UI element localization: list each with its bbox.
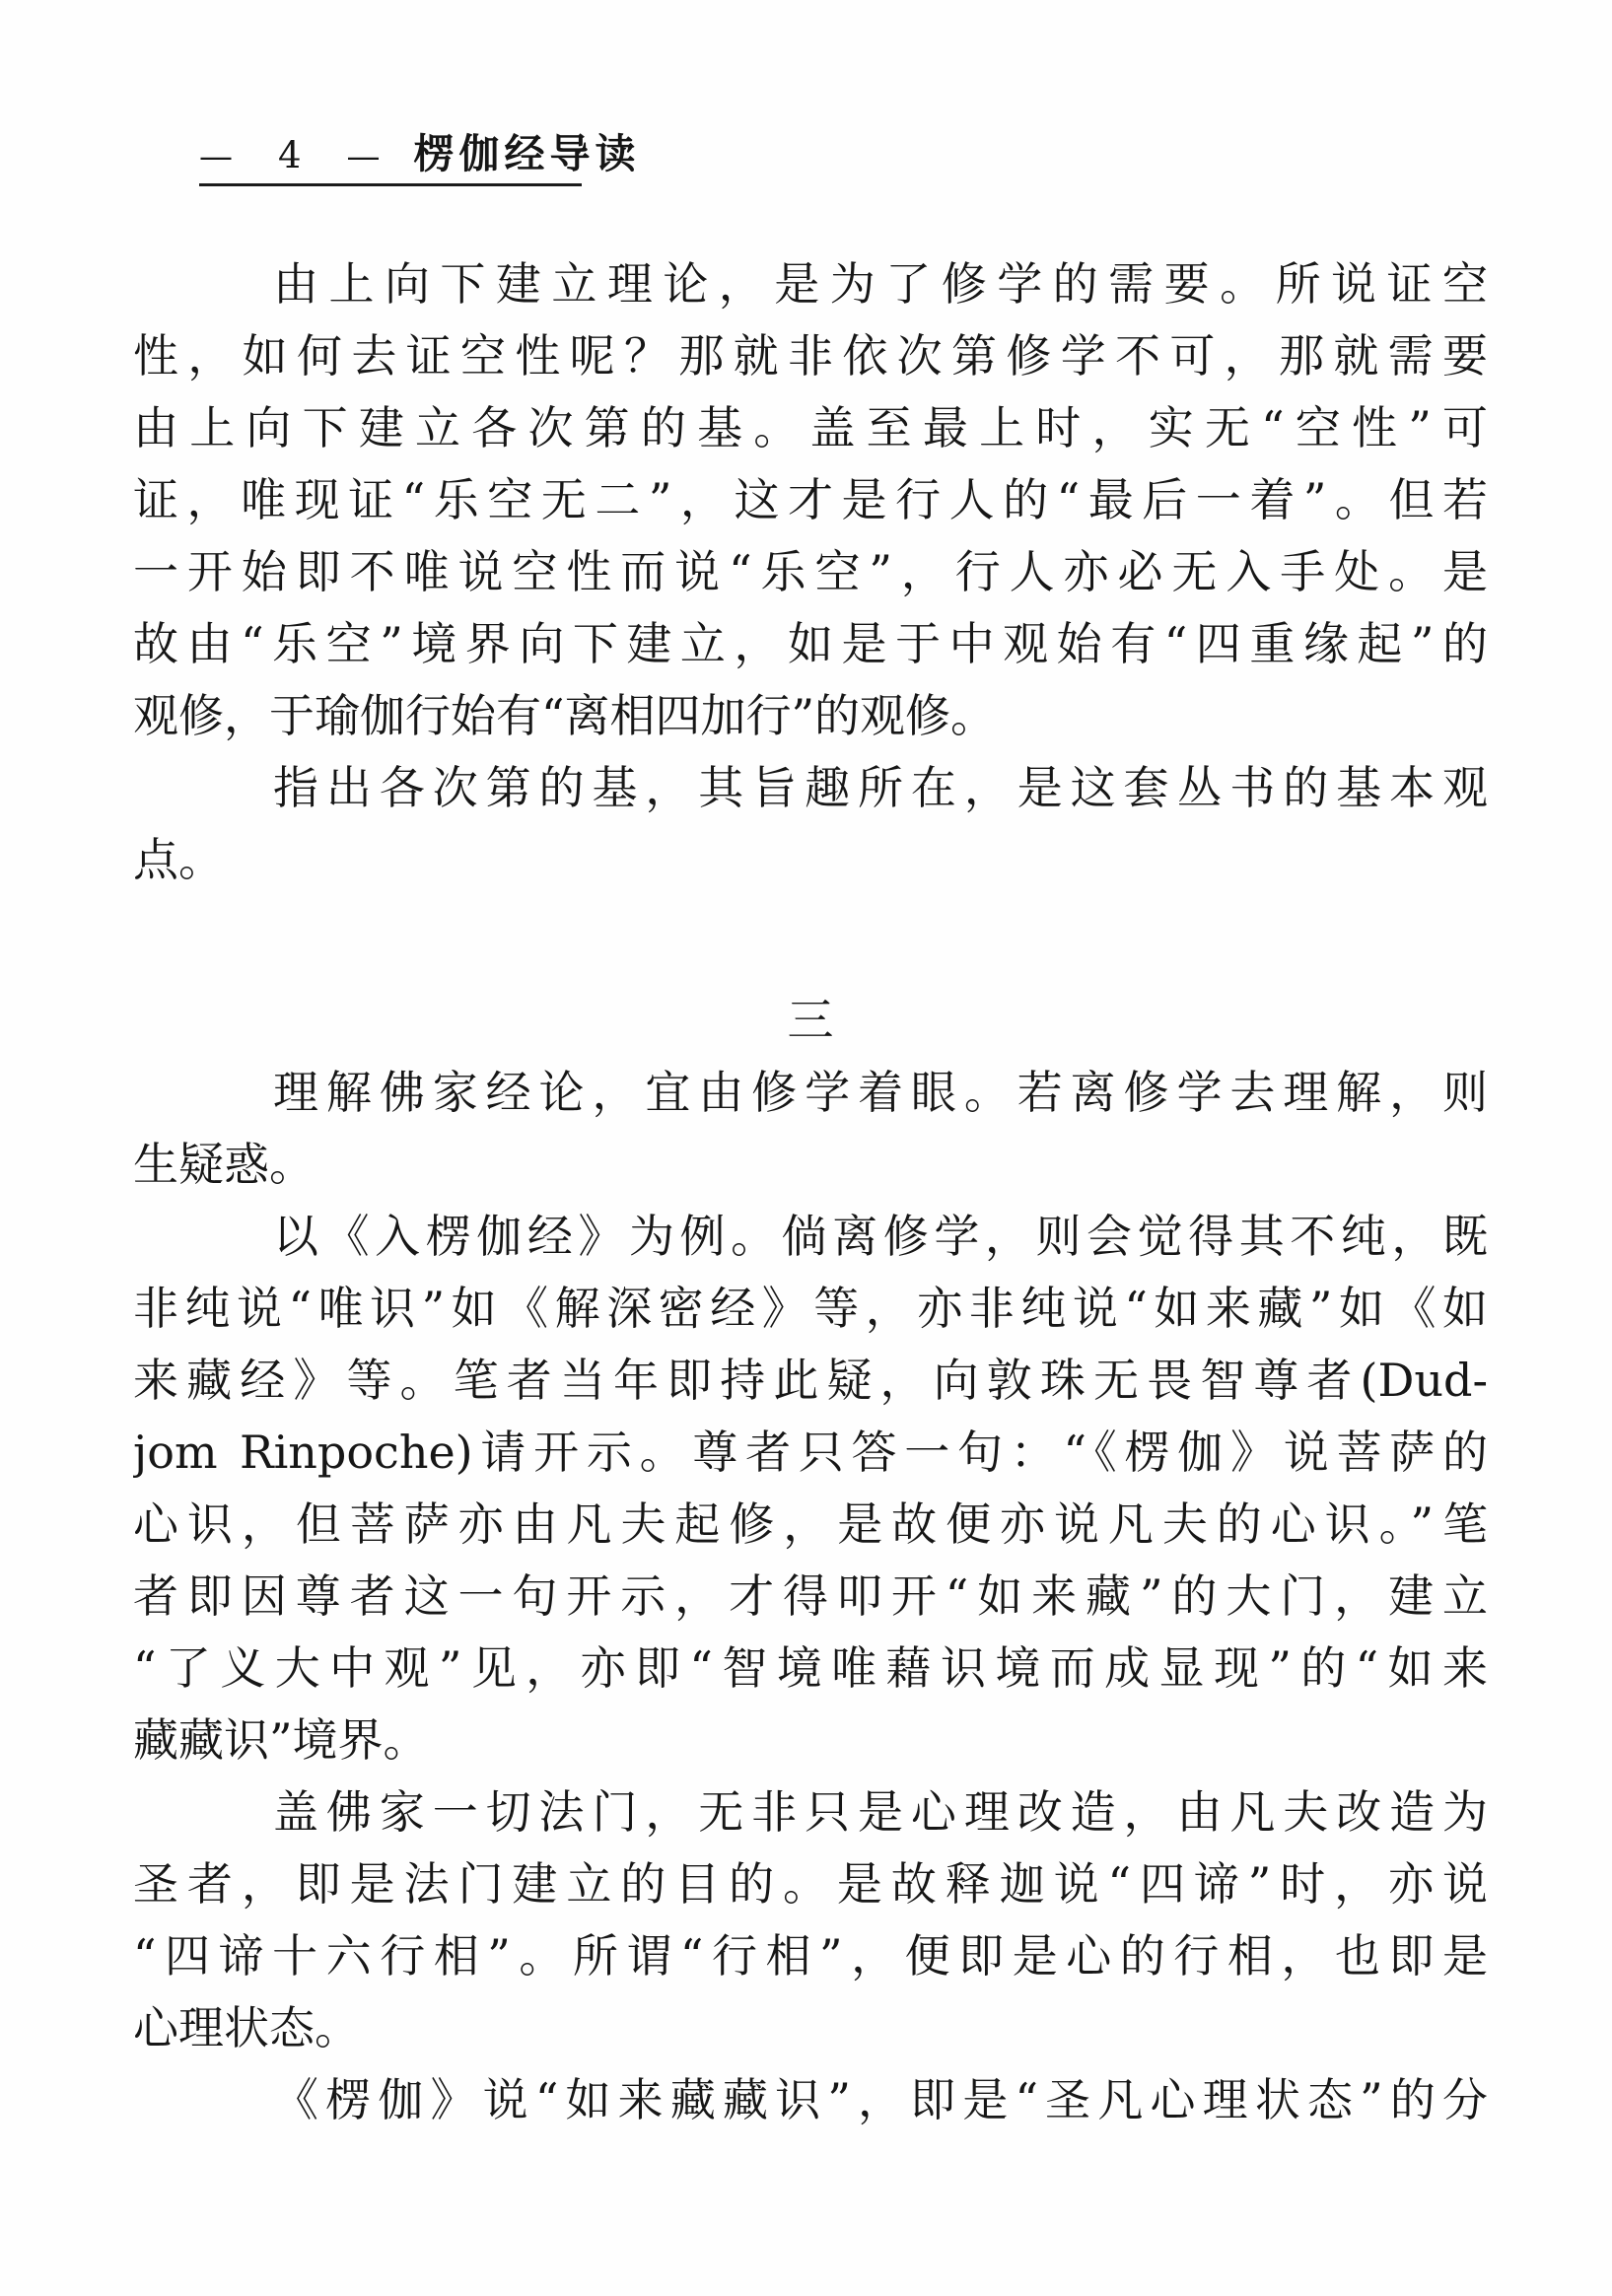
text-line: 圣者，即是法门建立的目的。是故释迦说“四谛”时，亦说 [133,1857,1488,1911]
text-line: 者即因尊者这一句开示，才得叩开“如来藏”的大门，建立 [133,1569,1488,1623]
text-line: 指出各次第的基，其旨趣所在，是这套丛书的基本观 [273,761,1488,814]
text-line: 藏藏识”境界。 [133,1713,429,1767]
section-gap [133,896,1488,985]
text-line: 来藏经》等。笔者当年即持此疑，向敦珠无畏智尊者(Dud- [133,1354,1488,1407]
text-line: 性，如何去证空性呢？那就非依次第修学不可，那就需要 [133,329,1488,383]
text-line: 非纯说“唯识”如《解深密经》等，亦非纯说“如来藏”如《如 [133,1282,1488,1335]
text-line: 由上向下建立理论，是为了修学的需要。所说证空 [273,257,1488,311]
text-line: “四谛十六行相”。所谓“行相”，便即是心的行相，也即是 [133,1929,1488,1983]
book-title: 楞伽经导读 [413,130,641,177]
text-line: 盖佛家一切法门，无非只是心理改造，由凡夫改造为 [273,1785,1488,1839]
text-line: 一开始即不唯说空性而说“乐空”，行人亦必无入手处。是 [133,545,1488,598]
text-line: 以《入楞伽经》为例。倘离修学，则会觉得其不纯，既 [273,1210,1488,1263]
text-line: 证，唯现证“乐空无二”，这才是行人的“最后一着”。但若 [133,473,1488,526]
text-line: 故由“乐空”境界向下建立，如是于中观始有“四重缘起”的 [133,617,1488,670]
text-line: 心识，但菩萨亦由凡夫起修，是故便亦说凡夫的心识。”笔 [133,1497,1488,1551]
page-body [133,248,1488,2136]
text-line: “了义大中观”见，亦即“智境唯藉识境而成显现”的“如来 [133,1641,1488,1695]
text-line: 理解佛家经论，宜由修学着眼。若离修学去理解，则 [273,1066,1488,1119]
text-line: 生疑惑。 [133,1138,315,1191]
text-line: 点。 [133,833,224,886]
text-line: 观修，于瑜伽行始有“离相四加行”的观修。 [133,689,997,742]
page-header [199,130,641,186]
text-line: jom Rinpoche)请开示。尊者只答一句：“《楞伽》说菩萨的 [133,1426,1488,1479]
text-line: 《楞伽》说“如来藏藏识”，即是“圣凡心理状态”的分 [273,2073,1488,2126]
text-line: 由上向下建立各次第的基。盖至最上时，实无“空性”可 [133,401,1488,454]
page-number: 4 [278,134,302,176]
text-line: 心理状态。 [133,2001,360,2054]
header-dash-left: — [199,137,233,176]
header-dash-right: — [346,137,381,176]
section-heading: 三 [787,994,834,1048]
